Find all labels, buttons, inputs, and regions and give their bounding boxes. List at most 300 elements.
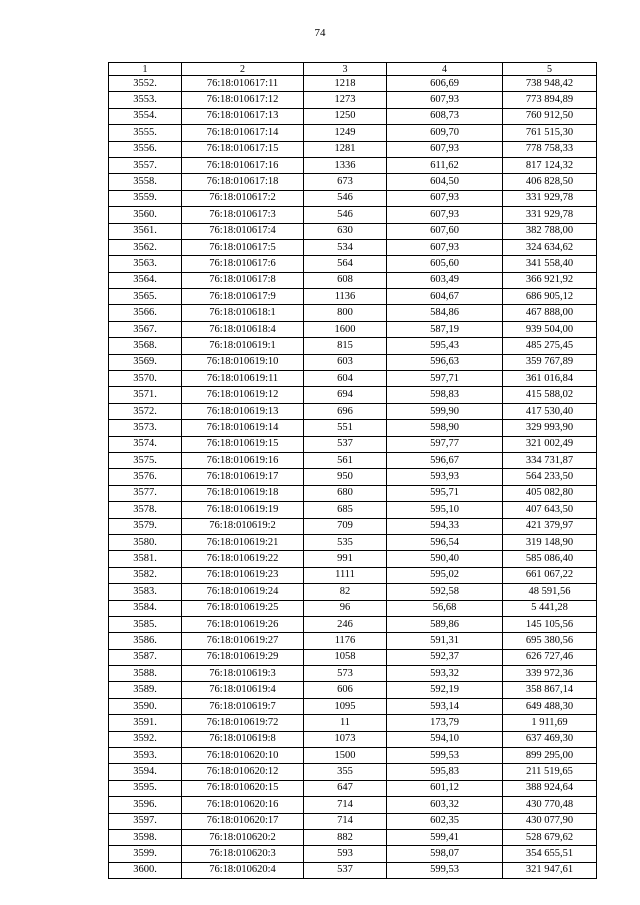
cadastral-number-cell: 76:18:010619:17 [182, 469, 304, 485]
table-row [109, 649, 597, 665]
cadastral-number-cell: 76:18:010619:27 [182, 633, 304, 649]
row-number-cell: 3580. [109, 534, 182, 550]
row-number-cell: 3596. [109, 797, 182, 813]
area-cell: 355 [304, 764, 387, 780]
area-cell: 673 [304, 174, 387, 190]
area-cell: 11 [304, 715, 387, 731]
row-number-cell: 3552. [109, 76, 182, 92]
specific-value-cell: 599,53 [387, 862, 503, 878]
cadastral-value-cell: 817 124,32 [503, 157, 597, 173]
specific-value-cell: 593,93 [387, 469, 503, 485]
area-cell: 593 [304, 846, 387, 862]
cadastral-number-cell: 76:18:010619:7 [182, 698, 304, 714]
row-number-cell: 3592. [109, 731, 182, 747]
row-number-cell: 3563. [109, 256, 182, 272]
cadastral-number-cell: 76:18:010619:12 [182, 387, 304, 403]
cadastral-number-cell: 76:18:010619:19 [182, 502, 304, 518]
row-number-cell: 3585. [109, 616, 182, 632]
specific-value-cell: 607,93 [387, 141, 503, 157]
row-number-cell: 3567. [109, 321, 182, 337]
cadastral-value-cell: 366 921,92 [503, 272, 597, 288]
cadastral-value-cell: 899 295,00 [503, 748, 597, 764]
area-cell: 1250 [304, 108, 387, 124]
table-row [109, 436, 597, 452]
table-row [109, 403, 597, 419]
cadastral-value-table [108, 62, 597, 879]
specific-value-cell: 606,69 [387, 76, 503, 92]
area-cell: 680 [304, 485, 387, 501]
cadastral-value-cell: 761 515,30 [503, 125, 597, 141]
table-row [109, 207, 597, 223]
cadastral-value-cell: 406 828,50 [503, 174, 597, 190]
row-number-cell: 3584. [109, 600, 182, 616]
row-number-cell: 3590. [109, 698, 182, 714]
cadastral-value-cell: 778 758,33 [503, 141, 597, 157]
cadastral-value-cell: 48 591,56 [503, 584, 597, 600]
specific-value-cell: 590,40 [387, 551, 503, 567]
cadastral-value-cell: 430 077,90 [503, 813, 597, 829]
area-cell: 696 [304, 403, 387, 419]
area-cell: 1281 [304, 141, 387, 157]
table-row [109, 452, 597, 468]
cadastral-value-cell: 637 469,30 [503, 731, 597, 747]
table-row [109, 371, 597, 387]
area-cell: 537 [304, 862, 387, 878]
cadastral-value-cell: 321 002,49 [503, 436, 597, 452]
cadastral-value-cell: 773 894,89 [503, 92, 597, 108]
table-header [109, 63, 597, 76]
cadastral-number-cell: 76:18:010617:9 [182, 289, 304, 305]
cadastral-value-cell: 334 731,87 [503, 452, 597, 468]
cadastral-number-cell: 76:18:010617:16 [182, 157, 304, 173]
cadastral-number-cell: 76:18:010620:3 [182, 846, 304, 862]
area-cell: 950 [304, 469, 387, 485]
table-row [109, 76, 597, 92]
row-number-cell: 3559. [109, 190, 182, 206]
specific-value-cell: 598,07 [387, 846, 503, 862]
specific-value-cell: 595,43 [387, 338, 503, 354]
table-row [109, 764, 597, 780]
row-number-cell: 3587. [109, 649, 182, 665]
table-row [109, 731, 597, 747]
cadastral-number-cell: 76:18:010620:12 [182, 764, 304, 780]
area-cell: 714 [304, 797, 387, 813]
table-row [109, 305, 597, 321]
area-cell: 537 [304, 436, 387, 452]
specific-value-cell: 593,32 [387, 666, 503, 682]
specific-value-cell: 595,02 [387, 567, 503, 583]
row-number-cell: 3571. [109, 387, 182, 403]
table-row [109, 321, 597, 337]
cadastral-number-cell: 76:18:010620:16 [182, 797, 304, 813]
area-cell: 709 [304, 518, 387, 534]
table-row [109, 567, 597, 583]
cadastral-value-cell: 661 067,22 [503, 567, 597, 583]
specific-value-cell: 596,63 [387, 354, 503, 370]
cadastral-number-cell: 76:18:010617:12 [182, 92, 304, 108]
cadastral-value-cell: 407 643,50 [503, 502, 597, 518]
area-cell: 1111 [304, 567, 387, 583]
area-cell: 603 [304, 354, 387, 370]
specific-value-cell: 602,35 [387, 813, 503, 829]
row-number-cell: 3556. [109, 141, 182, 157]
cadastral-number-cell: 76:18:010619:18 [182, 485, 304, 501]
table-row [109, 846, 597, 862]
row-number-cell: 3591. [109, 715, 182, 731]
specific-value-cell: 599,90 [387, 403, 503, 419]
specific-value-cell: 594,10 [387, 731, 503, 747]
cadastral-number-cell: 76:18:010619:14 [182, 420, 304, 436]
cadastral-number-cell: 76:18:010617:5 [182, 239, 304, 255]
area-cell: 694 [304, 387, 387, 403]
table-row [109, 682, 597, 698]
table-row [109, 272, 597, 288]
table-row [109, 813, 597, 829]
row-number-cell: 3593. [109, 748, 182, 764]
cadastral-value-cell: 695 380,56 [503, 633, 597, 649]
cadastral-value-cell: 738 948,42 [503, 76, 597, 92]
row-number-cell: 3600. [109, 862, 182, 878]
cadastral-number-cell: 76:18:010620:10 [182, 748, 304, 764]
row-number-cell: 3578. [109, 502, 182, 518]
row-number-cell: 3570. [109, 371, 182, 387]
table-row [109, 748, 597, 764]
specific-value-cell: 596,54 [387, 534, 503, 550]
row-number-cell: 3586. [109, 633, 182, 649]
cadastral-number-cell: 76:18:010619:24 [182, 584, 304, 600]
column-header: 2 [182, 63, 304, 76]
specific-value-cell: 603,32 [387, 797, 503, 813]
area-cell: 561 [304, 452, 387, 468]
row-number-cell: 3565. [109, 289, 182, 305]
table-row [109, 92, 597, 108]
cadastral-value-cell: 485 275,45 [503, 338, 597, 354]
specific-value-cell: 589,86 [387, 616, 503, 632]
table-row [109, 125, 597, 141]
table-row [109, 469, 597, 485]
area-cell: 1073 [304, 731, 387, 747]
area-cell: 246 [304, 616, 387, 632]
cadastral-value-cell: 5 441,28 [503, 600, 597, 616]
cadastral-number-cell: 76:18:010617:4 [182, 223, 304, 239]
cadastral-value-cell: 528 679,62 [503, 829, 597, 845]
row-number-cell: 3564. [109, 272, 182, 288]
area-cell: 714 [304, 813, 387, 829]
cadastral-value-cell: 331 929,78 [503, 190, 597, 206]
specific-value-cell: 607,93 [387, 239, 503, 255]
area-cell: 82 [304, 584, 387, 600]
cadastral-number-cell: 76:18:010617:6 [182, 256, 304, 272]
area-cell: 96 [304, 600, 387, 616]
area-cell: 815 [304, 338, 387, 354]
row-number-cell: 3574. [109, 436, 182, 452]
table-row [109, 108, 597, 124]
area-cell: 1136 [304, 289, 387, 305]
cadastral-value-cell: 321 947,61 [503, 862, 597, 878]
cadastral-number-cell: 76:18:010617:15 [182, 141, 304, 157]
table-body [109, 76, 597, 879]
cadastral-number-cell: 76:18:010617:2 [182, 190, 304, 206]
area-cell: 546 [304, 207, 387, 223]
row-number-cell: 3558. [109, 174, 182, 190]
cadastral-number-cell: 76:18:010617:14 [182, 125, 304, 141]
specific-value-cell: 56,68 [387, 600, 503, 616]
row-number-cell: 3566. [109, 305, 182, 321]
column-header: 4 [387, 63, 503, 76]
table-row [109, 862, 597, 878]
specific-value-cell: 597,71 [387, 371, 503, 387]
table-row [109, 518, 597, 534]
area-cell: 1500 [304, 748, 387, 764]
row-number-cell: 3589. [109, 682, 182, 698]
specific-value-cell: 598,90 [387, 420, 503, 436]
area-cell: 608 [304, 272, 387, 288]
row-number-cell: 3577. [109, 485, 182, 501]
page-number: 74 [314, 27, 326, 39]
specific-value-cell: 584,86 [387, 305, 503, 321]
row-number-cell: 3568. [109, 338, 182, 354]
specific-value-cell: 592,58 [387, 584, 503, 600]
specific-value-cell: 604,50 [387, 174, 503, 190]
area-cell: 1176 [304, 633, 387, 649]
area-cell: 546 [304, 190, 387, 206]
specific-value-cell: 593,14 [387, 698, 503, 714]
area-cell: 882 [304, 829, 387, 845]
cadastral-number-cell: 76:18:010619:16 [182, 452, 304, 468]
table-row [109, 174, 597, 190]
cadastral-number-cell: 76:18:010620:17 [182, 813, 304, 829]
table-row [109, 502, 597, 518]
cadastral-number-cell: 76:18:010617:13 [182, 108, 304, 124]
column-header: 5 [503, 63, 597, 76]
specific-value-cell: 597,77 [387, 436, 503, 452]
cadastral-value-cell: 354 655,51 [503, 846, 597, 862]
cadastral-number-cell: 76:18:010619:21 [182, 534, 304, 550]
header-row [109, 63, 597, 76]
cadastral-number-cell: 76:18:010619:25 [182, 600, 304, 616]
cadastral-number-cell: 76:18:010617:18 [182, 174, 304, 190]
cadastral-number-cell: 76:18:010620:15 [182, 780, 304, 796]
cadastral-value-cell: 145 105,56 [503, 616, 597, 632]
cadastral-value-cell: 686 905,12 [503, 289, 597, 305]
cadastral-number-cell: 76:18:010619:2 [182, 518, 304, 534]
specific-value-cell: 587,19 [387, 321, 503, 337]
table-row [109, 829, 597, 845]
cadastral-value-cell: 361 016,84 [503, 371, 597, 387]
area-cell: 534 [304, 239, 387, 255]
area-cell: 630 [304, 223, 387, 239]
cadastral-number-cell: 76:18:010618:1 [182, 305, 304, 321]
row-number-cell: 3588. [109, 666, 182, 682]
cadastral-value-cell: 585 086,40 [503, 551, 597, 567]
cadastral-value-cell: 405 082,80 [503, 485, 597, 501]
area-cell: 1058 [304, 649, 387, 665]
row-number-cell: 3557. [109, 157, 182, 173]
cadastral-value-cell: 388 924,64 [503, 780, 597, 796]
row-number-cell: 3555. [109, 125, 182, 141]
area-cell: 1600 [304, 321, 387, 337]
cadastral-number-cell: 76:18:010620:2 [182, 829, 304, 845]
table-row [109, 256, 597, 272]
row-number-cell: 3569. [109, 354, 182, 370]
specific-value-cell: 599,53 [387, 748, 503, 764]
row-number-cell: 3581. [109, 551, 182, 567]
area-cell: 564 [304, 256, 387, 272]
cadastral-number-cell: 76:18:010617:3 [182, 207, 304, 223]
row-number-cell: 3599. [109, 846, 182, 862]
table-row [109, 141, 597, 157]
specific-value-cell: 598,83 [387, 387, 503, 403]
specific-value-cell: 592,37 [387, 649, 503, 665]
cadastral-value-cell: 331 929,78 [503, 207, 597, 223]
area-cell: 606 [304, 682, 387, 698]
specific-value-cell: 607,93 [387, 207, 503, 223]
row-number-cell: 3597. [109, 813, 182, 829]
area-cell: 551 [304, 420, 387, 436]
table-row [109, 600, 597, 616]
table-row [109, 633, 597, 649]
cadastral-value-cell: 760 912,50 [503, 108, 597, 124]
cadastral-value-cell: 324 634,62 [503, 239, 597, 255]
cadastral-number-cell: 76:18:010619:4 [182, 682, 304, 698]
specific-value-cell: 594,33 [387, 518, 503, 534]
area-cell: 647 [304, 780, 387, 796]
cadastral-value-cell: 358 867,14 [503, 682, 597, 698]
specific-value-cell: 599,41 [387, 829, 503, 845]
cadastral-value-cell: 359 767,89 [503, 354, 597, 370]
table-row [109, 157, 597, 173]
table-row [109, 780, 597, 796]
specific-value-cell: 595,83 [387, 764, 503, 780]
row-number-cell: 3554. [109, 108, 182, 124]
cadastral-value-cell: 417 530,40 [503, 403, 597, 419]
cadastral-number-cell: 76:18:010619:22 [182, 551, 304, 567]
area-cell: 1095 [304, 698, 387, 714]
table-row [109, 666, 597, 682]
table-row [109, 797, 597, 813]
table-row [109, 387, 597, 403]
area-cell: 685 [304, 502, 387, 518]
specific-value-cell: 591,31 [387, 633, 503, 649]
cadastral-value-cell: 339 972,36 [503, 666, 597, 682]
cadastral-value-cell: 626 727,46 [503, 649, 597, 665]
table-row [109, 551, 597, 567]
row-number-cell: 3575. [109, 452, 182, 468]
cadastral-number-cell: 76:18:010619:1 [182, 338, 304, 354]
cadastral-value-cell: 341 558,40 [503, 256, 597, 272]
table-row [109, 289, 597, 305]
specific-value-cell: 173,79 [387, 715, 503, 731]
area-cell: 1249 [304, 125, 387, 141]
specific-value-cell: 608,73 [387, 108, 503, 124]
cadastral-value-cell: 467 888,00 [503, 305, 597, 321]
row-number-cell: 3598. [109, 829, 182, 845]
table-row [109, 616, 597, 632]
table-row [109, 584, 597, 600]
cadastral-number-cell: 76:18:010619:8 [182, 731, 304, 747]
specific-value-cell: 609,70 [387, 125, 503, 141]
cadastral-number-cell: 76:18:010619:3 [182, 666, 304, 682]
row-number-cell: 3560. [109, 207, 182, 223]
specific-value-cell: 601,12 [387, 780, 503, 796]
specific-value-cell: 592,19 [387, 682, 503, 698]
cadastral-number-cell: 76:18:010619:13 [182, 403, 304, 419]
cadastral-number-cell: 76:18:010619:11 [182, 371, 304, 387]
row-number-cell: 3562. [109, 239, 182, 255]
specific-value-cell: 604,67 [387, 289, 503, 305]
table-row [109, 534, 597, 550]
cadastral-value-cell: 939 504,00 [503, 321, 597, 337]
specific-value-cell: 607,93 [387, 190, 503, 206]
area-cell: 535 [304, 534, 387, 550]
area-cell: 1218 [304, 76, 387, 92]
table-row [109, 239, 597, 255]
table-row [109, 190, 597, 206]
cadastral-value-cell: 649 488,30 [503, 698, 597, 714]
cadastral-value-cell: 319 148,90 [503, 534, 597, 550]
table-row [109, 354, 597, 370]
cadastral-value-cell: 329 993,90 [503, 420, 597, 436]
cadastral-number-cell: 76:18:010617:8 [182, 272, 304, 288]
row-number-cell: 3594. [109, 764, 182, 780]
cadastral-value-cell: 211 519,65 [503, 764, 597, 780]
cadastral-value-cell: 382 788,00 [503, 223, 597, 239]
area-cell: 604 [304, 371, 387, 387]
table-row [109, 715, 597, 731]
specific-value-cell: 595,10 [387, 502, 503, 518]
column-header: 1 [109, 63, 182, 76]
table-row [109, 698, 597, 714]
cadastral-number-cell: 76:18:010619:15 [182, 436, 304, 452]
row-number-cell: 3561. [109, 223, 182, 239]
table-row [109, 420, 597, 436]
row-number-cell: 3572. [109, 403, 182, 419]
cadastral-number-cell: 76:18:010617:11 [182, 76, 304, 92]
row-number-cell: 3595. [109, 780, 182, 796]
specific-value-cell: 596,67 [387, 452, 503, 468]
cadastral-value-cell: 421 379,97 [503, 518, 597, 534]
column-header: 3 [304, 63, 387, 76]
row-number-cell: 3573. [109, 420, 182, 436]
row-number-cell: 3583. [109, 584, 182, 600]
cadastral-value-cell: 430 770,48 [503, 797, 597, 813]
area-cell: 800 [304, 305, 387, 321]
cadastral-value-cell: 564 233,50 [503, 469, 597, 485]
row-number-cell: 3582. [109, 567, 182, 583]
area-cell: 991 [304, 551, 387, 567]
specific-value-cell: 605,60 [387, 256, 503, 272]
specific-value-cell: 611,62 [387, 157, 503, 173]
table-row [109, 485, 597, 501]
area-cell: 1336 [304, 157, 387, 173]
area-cell: 573 [304, 666, 387, 682]
cadastral-number-cell: 76:18:010619:29 [182, 649, 304, 665]
table-row [109, 223, 597, 239]
row-number-cell: 3553. [109, 92, 182, 108]
cadastral-number-cell: 76:18:010619:23 [182, 567, 304, 583]
cadastral-value-cell: 415 588,02 [503, 387, 597, 403]
table-row [109, 338, 597, 354]
specific-value-cell: 607,93 [387, 92, 503, 108]
area-cell: 1273 [304, 92, 387, 108]
row-number-cell: 3579. [109, 518, 182, 534]
specific-value-cell: 603,49 [387, 272, 503, 288]
cadastral-number-cell: 76:18:010619:26 [182, 616, 304, 632]
cadastral-number-cell: 76:18:010620:4 [182, 862, 304, 878]
specific-value-cell: 595,71 [387, 485, 503, 501]
cadastral-number-cell: 76:18:010619:72 [182, 715, 304, 731]
cadastral-value-cell: 1 911,69 [503, 715, 597, 731]
